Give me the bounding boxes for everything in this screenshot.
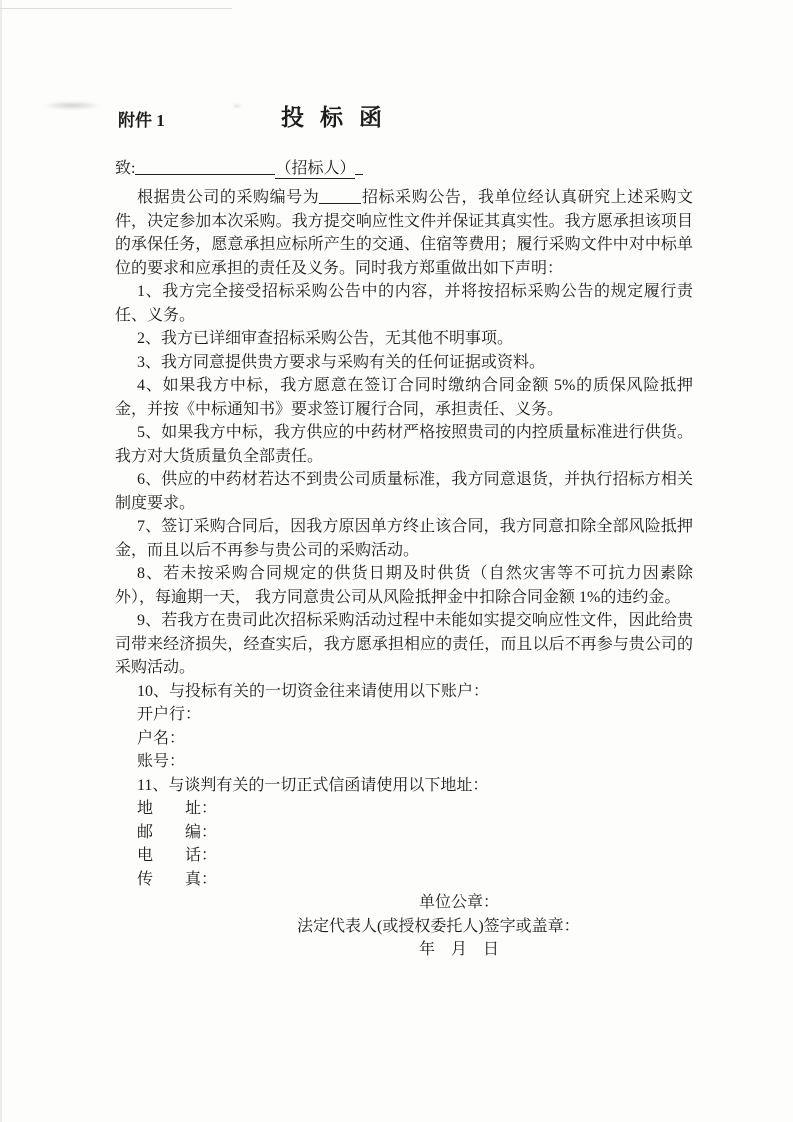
clause-11: 11、与谈判有关的一切正式信函请使用以下地址： — [137, 776, 489, 794]
clause-6: 6、供应的中药材若达不到贵公司质量标准，我方同意退货，并执行招标方相关制度要求。 — [115, 471, 693, 512]
scan-line-artifact — [0, 8, 232, 9]
clause-3: 3、我方同意提供贵方要求与采购有关的任何证据或资料。 — [137, 353, 546, 371]
account-number-field: 账号： — [137, 753, 186, 770]
salutation-prefix: 致: — [115, 160, 136, 177]
tenderer-blank-tail — [355, 158, 363, 175]
intro-part2: 招标采购公告，我单位经认真研究上述采购文件，决定参加本次采购。我方提交响应性文件并保证其真实性。我方愿承担该项目的承保任务，愿意承担应标所产生的交通、住宿等费用；履行采购文件中对中标单位的要求和应承担的责任及义务。同时我方郑重做出如下声明： — [115, 189, 693, 277]
document-header — [115, 103, 693, 133]
clause-5: 5、如果我方中标，我方供应的中药材严格按照贵司的内控质量标准进行供货。我方对大货质量负全部责任。 — [115, 424, 693, 465]
legal-representative-label: 法定代表人(或授权委托人)签字或盖章： — [297, 917, 580, 935]
account-name-field: 户名： — [137, 729, 186, 747]
page-title: 投标函 — [281, 105, 398, 130]
clause-7: 7、签订采购合同后，因我方原因单方终止该合同，我方同意扣除全部风险抵押金，而且以后不再参与贵公司的采购活动。 — [115, 518, 693, 559]
address-field: 地 址： — [137, 800, 218, 817]
clause-10: 10、与投标有关的一切资金往来请使用以下账户： — [137, 682, 490, 700]
document-content — [115, 103, 693, 962]
clause-9: 9、若我方在贵司此次招标采购活动过程中未能如实提交响应性文件，因此给贵司带来经济损失，经查实后，我方愿承担相应的责任，而且以后不再参与贵公司的采购活动。 — [115, 612, 693, 676]
scan-smudge-artifact — [42, 101, 102, 110]
procurement-number-blank — [319, 188, 361, 204]
clause-8: 8、若未按采购合同规定的供货日期及时供货（自然灾害等不可抗力因素除外），每逾期一天， 我方同意贵公司从风险抵押金中扣除合同金额 1%的违约金。 — [115, 565, 693, 606]
clause-2: 2、我方已详细审查招标采购公告，无其他不明事项。 — [137, 330, 514, 347]
tenderer-label: （招标人） — [275, 160, 356, 177]
bank-name-field: 开户行： — [137, 706, 202, 723]
clause-1: 1、我方完全接受招标采购公告中的内容，并将按招标采购公告的规定履行责任、义务。 — [115, 283, 693, 324]
document-body — [115, 186, 693, 962]
attachment-label: 附件 1 — [118, 111, 165, 130]
phone-field: 电 话： — [137, 847, 218, 864]
unit-seal-label: 单位公章： — [419, 894, 500, 911]
clause-4: 4、如果我方中标，我方愿意在签订合同时缴纳合同金额 5%的质保风险抵押金，并按《中标通知书》要求签订履行合同，承担责任、义务。 — [115, 377, 693, 418]
scan-edge-artifact — [0, 0, 2, 1122]
tenderer-name-blank — [135, 158, 275, 175]
fax-field: 传 真： — [137, 870, 218, 888]
date-label: 年 月 日 — [419, 941, 500, 958]
intro-paragraph — [115, 186, 693, 280]
salutation-line — [115, 157, 693, 181]
postcode-field: 邮 编： — [137, 823, 218, 841]
intro-part1: 根据贵公司的采购编号为 — [137, 189, 320, 206]
